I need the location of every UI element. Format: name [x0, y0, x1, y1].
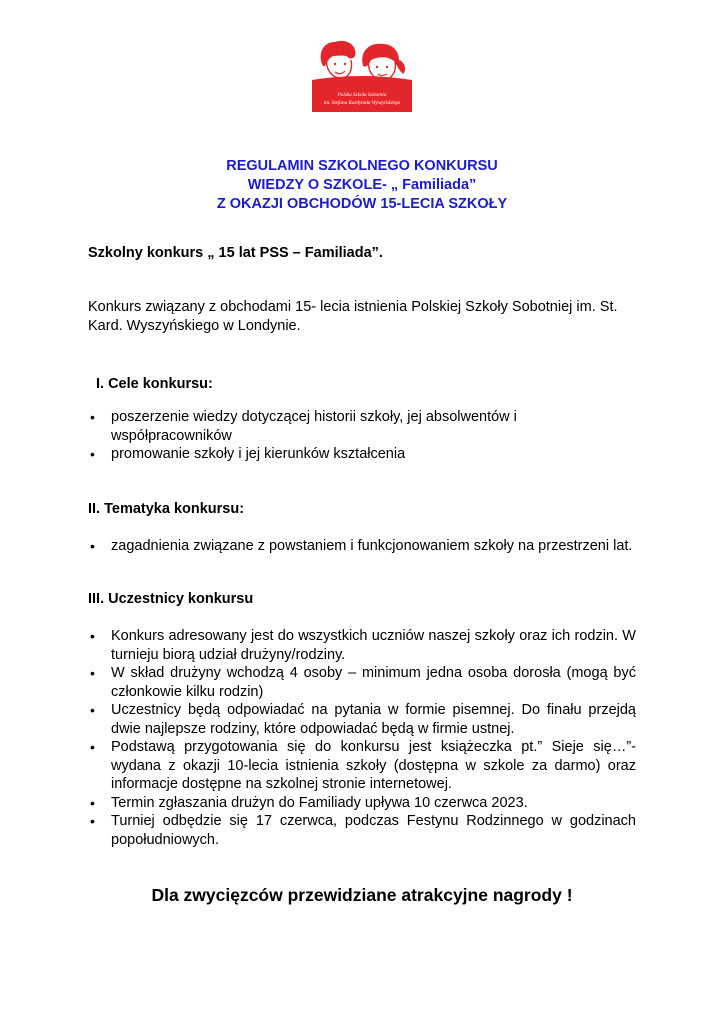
section-heading-topics: II. Tematyka konkursu: — [88, 501, 245, 517]
list-item: • W skład drużyny wchodzą 4 osoby – minimum jedna osoba dorosła (mogą być członkowie kilku rodzin) — [90, 665, 636, 700]
logo-school-name: Polska Szkoła Sobotnia — [337, 92, 387, 98]
contest-name: Szkolny konkurs „ 15 lat PSS – Familiada”. — [88, 245, 383, 261]
list-item: • Uczestnicy będą odpowiadać na pytania w formie pisemnej. Do finału przejdą dwie najlepsze rodziny, które odpowiadać będą w firmie ustnej. — [90, 702, 636, 737]
document-title — [90, 157, 634, 214]
title-line-1: REGULAMIN SZKOLNEGO KONKURSU — [226, 158, 498, 174]
children-faces-icon — [309, 36, 415, 84]
bullet-icon: • — [90, 794, 95, 811]
logo-patron-name: im. Stefana Kardynała Wyszyńskiego — [323, 100, 401, 106]
section-heading-participants: III. Uczestnicy konkursu — [88, 591, 254, 607]
title-line-3: Z OKAZJI OBCHODÓW 15-LECIA SZKOŁY — [216, 196, 508, 212]
school-logo — [309, 36, 415, 112]
list-item: • zagadnienia związane z powstaniem i funkcjonowaniem szkoły na przestrzeni lat. — [90, 538, 633, 554]
bullet-icon: • — [90, 739, 95, 755]
closing-prize-note: Dla zwycięzców przewidziane atrakcyjne nagrody ! — [151, 885, 573, 905]
bullet-icon: • — [90, 628, 95, 644]
list-item: • Konkurs adresowany jest do wszystkich uczniów naszej szkoły oraz ich rodzin. W turnieju biorą udział drużyny/rodziny. — [90, 628, 636, 663]
participants-list — [88, 627, 636, 849]
bullet-icon: • — [90, 446, 95, 462]
goals-list — [88, 408, 636, 464]
bullet-icon: • — [90, 538, 95, 554]
bullet-icon: • — [90, 665, 95, 681]
bullet-icon: • — [90, 409, 95, 425]
bullet-icon: • — [90, 702, 95, 718]
list-item: • Termin zgłaszania drużyn do Familiady upływa 10 czerwca 2023. — [90, 794, 528, 811]
list-item: • promowanie szkoły i jej kierunków kształcenia — [90, 446, 406, 462]
title-line-2: WIEDZY O SZKOLE- „ Familiada” — [247, 177, 477, 193]
list-item: • Podstawą przygotowania się do konkursu jest książeczka pt.” Sieje się…”- wydana z okazji 10-lecia istnienia szkoły (dostępna w szkole za darmo) oraz informacje dostępne na szkolnej stronie internetowej. — [90, 739, 636, 792]
intro-paragraph: Konkurs związany z obchodami 15- lecia istnienia Polskiej Szkoły Sobotniej im. St. Kard. Wyszyńskiego w Londynie. — [88, 299, 618, 334]
topics-list — [88, 537, 636, 556]
list-item: • poszerzenie wiedzy dotyczącej historii szkoły, jej absolwentów i współpracowników — [90, 409, 517, 444]
list-item: • Turniej odbędzie się 17 czerwca, podczas Festynu Rodzinnego w godzinach popołudniowych. — [90, 813, 636, 848]
section-heading-goals: I. Cele konkursu: — [96, 376, 213, 392]
bullet-icon: • — [90, 813, 95, 829]
